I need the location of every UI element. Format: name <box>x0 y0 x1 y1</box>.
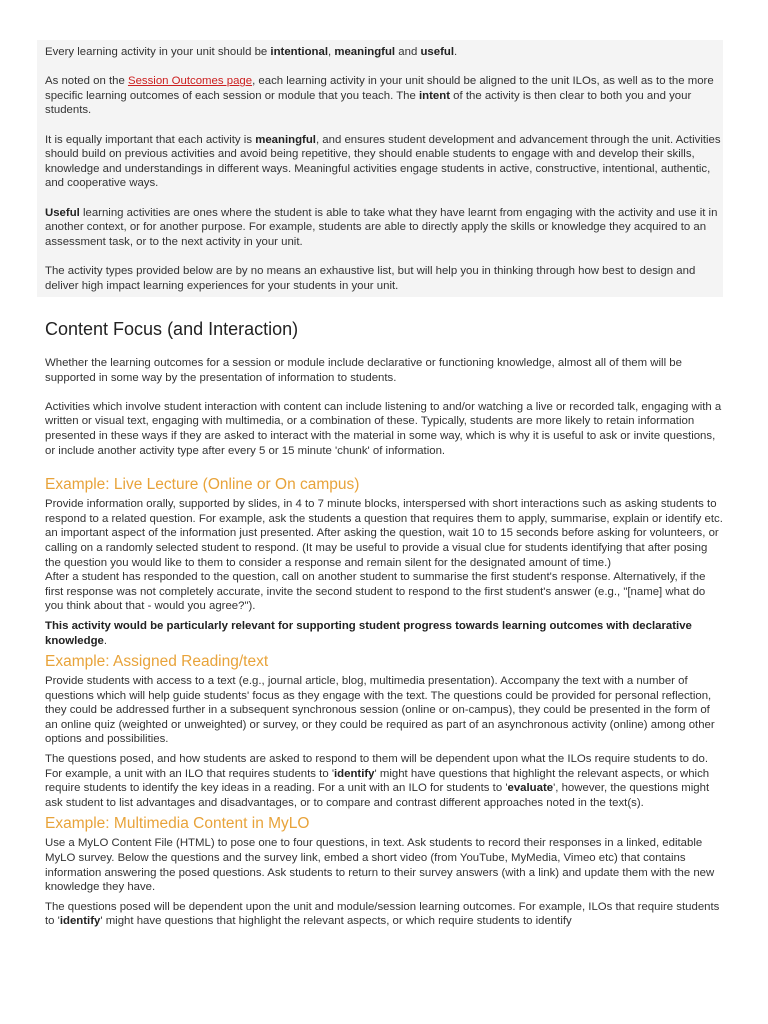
assigned-reading-heading: Example: Assigned Reading/text <box>45 653 269 671</box>
intro-paragraph-4: Useful learning activities are ones where the student is able to take what they have learnt from engaging with the activity and use it in another context, or for another purpose. For example, students are able to directly apply the skills or knowledge they acquired to an assessment task, or to the next activity in your unit. <box>45 206 718 248</box>
live-lecture-section <box>45 476 725 648</box>
multimedia-section <box>45 815 725 929</box>
live-lecture-paragraph-2: After a student has responded to the question, call on another student to summarise the first student's response. Alternatively, if the first response was not completely accurate, invite the second student to respond to the first student's answer (e.g., "[name] what do you think about that - would you agree?"). <box>45 571 706 613</box>
session-outcomes-link[interactable]: Session Outcomes page <box>127 75 253 88</box>
live-lecture-paragraph-3: This activity would be particularly relevant for supporting student progress towards learning outcomes with declarative knowledge. <box>45 619 692 647</box>
live-lecture-paragraph-1: Provide information orally, supported by slides, in 4 to 7 minute blocks, interspersed with short interactions such as asking students to respond to a related question. For example, ask the students a question that requires them to apply, summarise, explain or identify etc. an important aspect of the information just presented. After asking the question, wait 10 to 15 seconds before asking for volunteers, or calling on a randomly selected student to respond. (It may be useful to provide a visual clue for students identifying that after posing the question you would like to them to consider a response and remain silent for the designated amount of time.) <box>45 498 723 569</box>
intro-paragraph-5: The activity types provided below are by no means an exhaustive list, but will help you in thinking through how best to design and deliver high impact learning experiences for your students in your unit. <box>45 264 696 292</box>
content-paragraph-2: Activities which involve student interaction with content can include listening to and/or watching a live or recorded talk, engaging with a written or visual text, engaging with multimedia, or a combination of these. Typically, students are more likely to retain information presented in these ways if they are asked to interact with the material in some way, which is why it is useful to ask or invite questions, or include another activity type after every 5 or 15 minute 'chunk' of information. <box>45 400 722 457</box>
multimedia-paragraph-2: The questions posed will be dependent upon the unit and module/session learning outcomes. For example, ILOs that require students to 'identify' might have questions that highlight the relevant aspects, or which require students to identify <box>45 900 720 928</box>
content-paragraph-1: Whether the learning outcomes for a session or module include declarative or functioning knowledge, almost all of them will be supported in some way by the presentation of information to students. <box>45 357 682 384</box>
content-focus-heading: Content Focus (and Interaction) <box>45 319 299 339</box>
multimedia-paragraph-1: Use a MyLO Content File (HTML) to pose one to four questions, in text. Ask students to record their responses in a linked, editable MyLO survey. Below the questions and the survey link, embed a short video (from YouTube, MyMedia, Vimeo etc) that contains information answering the posed questions. Ask students to return to their survey answers (with a link) and update them with the new knowledge they have. <box>45 837 715 894</box>
intro-panel <box>37 40 723 297</box>
intro-paragraph-1: Every learning activity in your unit should be intentional, meaningful and useful. <box>45 46 458 58</box>
live-lecture-heading: Example: Live Lecture (Online or On campus) <box>45 476 360 494</box>
assigned-reading-paragraph-2: The questions posed, and how students are asked to respond to them will be dependent upon what the ILOs require students to do. For example, a unit with an ILO that requires students to 'identify' might have questions that highlight the relevant aspects, or which require students to identify the key ideas in a reading. For a unit with an ILO for students to 'evaluate', however, the questions might ask student to list advantages and disadvantages, or to compare and contrast different approaches noted in the text(s). <box>45 753 710 809</box>
assigned-reading-paragraph-1: Provide students with access to a text (e.g., journal article, blog, multimedia presentation). Accompany the text with a number of questions which will help guide students' focus as they engage with the text. The questions could be provided for personal reflection, they could be addressed further in a subsequent synchronous session (online or on-campus), they could be presented in the form of an online quiz (weighted or unweighted) or survey, or they could be required as part of an asynchronous activity (online) among other options and possibilities. <box>45 675 715 746</box>
assigned-reading-section <box>45 653 725 810</box>
multimedia-heading: Example: Multimedia Content in MyLO <box>45 815 310 833</box>
intro-paragraph-2: As noted on the Session Outcomes page, each learning activity in your unit should be aligned to the unit ILOs, as well as to the more specific learning outcomes of each session or module that you teach. The intent of the activity is then clear to both you and your students. <box>45 75 714 117</box>
intro-paragraph-3: It is equally important that each activity is meaningful, and ensures student development and advancement through the unit. Activities should build on previous activities and avoid being repetitive, they should enable students to engage with and develop their skills, knowledge and understandings in different ways. Meaningful activities engage students in active, constructive, intentional, authentic, and cooperative ways. <box>45 133 721 190</box>
main-content <box>45 318 725 934</box>
